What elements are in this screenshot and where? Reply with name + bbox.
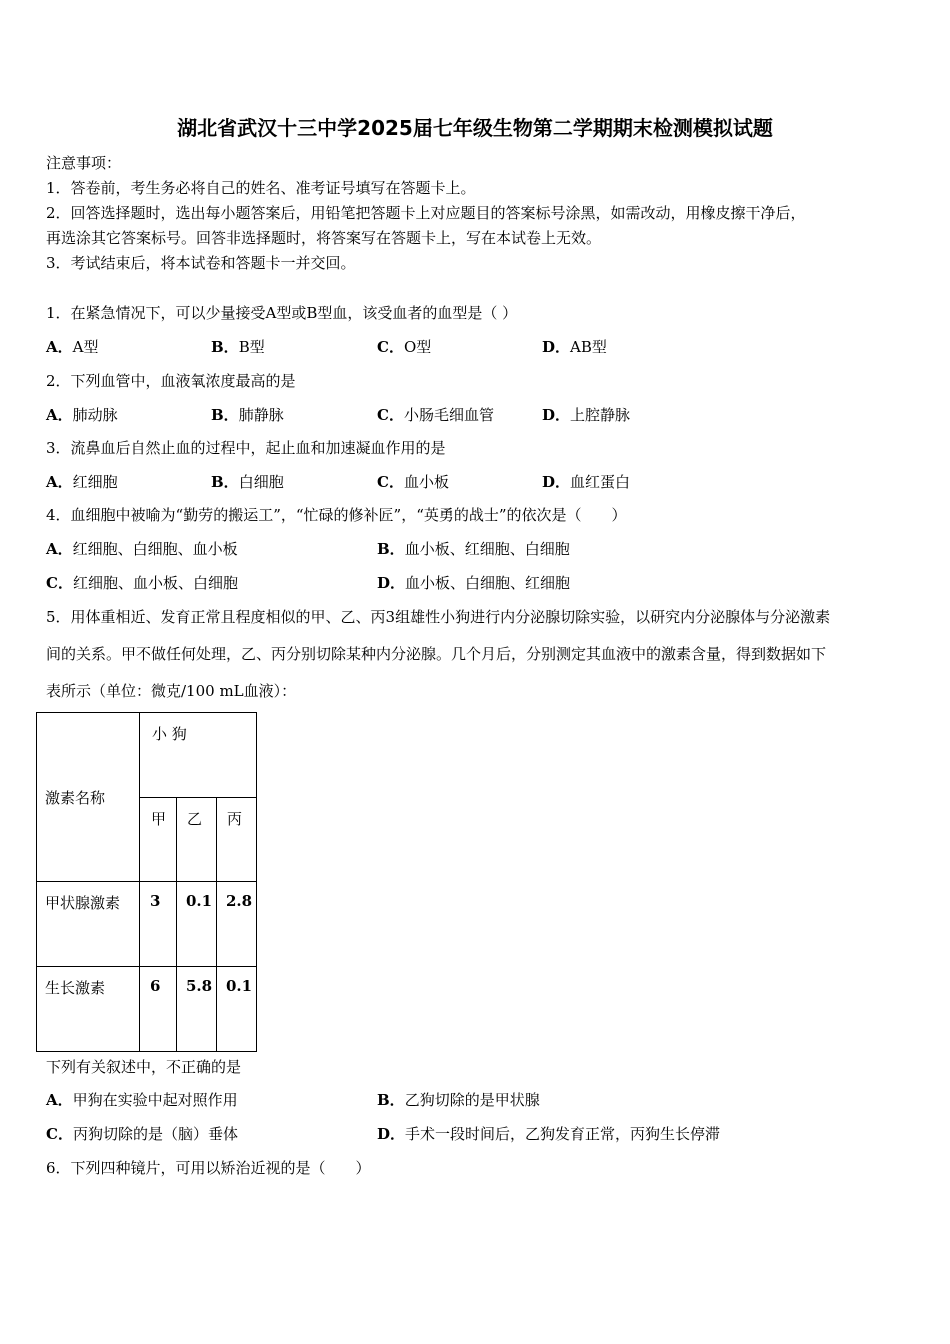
table-col-header [217, 798, 257, 882]
option-letter: B． [377, 1091, 405, 1109]
option-letter: D． [542, 338, 571, 356]
option-text: 红细胞、白细胞、血小板 [72, 540, 238, 558]
option-text: 血小板、红细胞、白细胞 [404, 540, 570, 558]
question-2-stem: 2．下列血管中，血液氧浓度最高的是 [46, 372, 296, 390]
table-group-label: 小 狗 [152, 725, 187, 743]
option-text: 红细胞、血小板、白细胞 [72, 574, 238, 592]
option-a[interactable] [46, 1089, 238, 1110]
option-letter: C． [377, 406, 404, 424]
option-letter: B． [211, 473, 239, 491]
row-name-cell [37, 967, 140, 1052]
option-b[interactable] [377, 538, 570, 559]
option-c[interactable] [46, 1123, 238, 1144]
col-header-label: 丙 [227, 810, 243, 828]
table-group-cell [140, 713, 257, 798]
option-letter: C． [377, 338, 404, 356]
option-text: 肺静脉 [238, 406, 284, 424]
option-letter: D． [377, 1125, 406, 1143]
table-corner-label: 激素名称 [45, 788, 106, 807]
option-letter: B． [377, 540, 405, 558]
question-4-stem: 4．血细胞中被喻为“勤劳的搬运工”，“忙碌的修补匠”，“英勇的战士”的依次是（ ） [46, 506, 627, 524]
cell-value: 3 [150, 892, 161, 910]
option-text: 小肠毛细血管 [403, 406, 494, 424]
question-3-stem: 3．流鼻血后自然止血的过程中，起止血和加速凝血作用的是 [46, 439, 446, 457]
option-text: 上腔静脉 [570, 406, 631, 424]
option-text: 乙狗切除的是甲状腺 [404, 1091, 540, 1109]
option-d[interactable] [542, 404, 630, 425]
option-text: 肺动脉 [72, 406, 118, 424]
option-letter: A． [46, 406, 73, 424]
cell-value: 0.1 [226, 977, 253, 995]
option-b[interactable] [211, 471, 284, 492]
option-b[interactable] [211, 336, 265, 357]
question-5-prompt: 下列有关叙述中，不正确的是 [46, 1058, 242, 1076]
option-d[interactable] [377, 1123, 720, 1144]
option-text: 血小板、白细胞、红细胞 [405, 574, 571, 592]
option-letter: D． [542, 473, 571, 491]
row-name-cell [37, 882, 140, 967]
option-d[interactable] [542, 336, 607, 357]
option-b[interactable] [211, 404, 284, 425]
question-5-stem-line: 表所示（单位：微克/100 mL血液）： [46, 682, 297, 700]
option-text: 丙狗切除的是（脑）垂体 [72, 1125, 238, 1143]
value-cell [177, 882, 217, 967]
note-item: 2．回答选择题时，选出每小题答案后，用铅笔把答题卡上对应题目的答案标号涂黑，如需改动，用橡皮擦干净后， [46, 204, 806, 222]
option-a[interactable] [46, 336, 98, 357]
option-a[interactable] [46, 471, 118, 492]
value-cell [140, 882, 177, 967]
option-text: 血红蛋白 [570, 473, 631, 491]
option-text: O型 [403, 338, 432, 356]
cell-value: 0.1 [186, 892, 213, 910]
option-letter: C． [46, 1125, 73, 1143]
row-name: 甲状腺激素 [45, 894, 121, 912]
value-cell [217, 967, 257, 1052]
note-item: 3．考试结束后，将本试卷和答题卡一并交回。 [46, 254, 356, 272]
option-a[interactable] [46, 538, 238, 559]
col-header-label: 甲 [151, 810, 167, 828]
option-letter: A． [46, 1091, 73, 1109]
notes-heading: 注意事项： [46, 154, 122, 172]
table-row [37, 882, 257, 967]
value-cell [177, 967, 217, 1052]
option-letter: B． [211, 406, 239, 424]
option-letter: A． [46, 540, 73, 558]
option-text: 红细胞 [72, 473, 118, 491]
page-title: 湖北省武汉十三中学2025届七年级生物第二学期期末检测模拟试题 [177, 116, 773, 140]
row-name: 生长激素 [45, 979, 106, 997]
option-b[interactable] [377, 1089, 540, 1110]
value-cell [217, 882, 257, 967]
value-cell [140, 967, 177, 1052]
option-text: A型 [72, 338, 99, 356]
question-6-stem: 6．下列四种镜片，可用以矫治近视的是（ ） [46, 1159, 371, 1177]
question-1-stem: 1．在紧急情况下，可以少量接受A型或B型血，该受血者的血型是（ ） [46, 304, 518, 322]
option-text: 甲狗在实验中起对照作用 [72, 1091, 238, 1109]
option-letter: D． [542, 406, 571, 424]
option-letter: A． [46, 473, 73, 491]
option-letter: C． [377, 473, 404, 491]
option-letter: C． [46, 574, 73, 592]
option-letter: D． [377, 574, 406, 592]
cell-value: 2.8 [226, 892, 253, 910]
cell-value: 6 [150, 977, 161, 995]
option-a[interactable] [46, 404, 118, 425]
option-c[interactable] [377, 471, 449, 492]
option-c[interactable] [377, 404, 494, 425]
option-text: B型 [238, 338, 265, 356]
question-5-stem-line: 5．用体重相近、发育正常且程度相似的甲、乙、丙3组雄性小狗进行内分泌腺切除实验，以研究内分泌腺体与分泌激素 [46, 608, 831, 626]
question-5-stem-line: 间的关系。甲不做任何处理，乙、丙分别切除某种内分泌腺。几个月后，分别测定其血液中的激素含量，得到数据如下 [46, 645, 827, 663]
option-c[interactable] [46, 572, 238, 593]
hormone-table [36, 712, 257, 1052]
option-d[interactable] [377, 572, 570, 593]
option-letter: A． [46, 338, 73, 356]
option-text: 白细胞 [238, 473, 284, 491]
table-row [37, 967, 257, 1052]
option-text: 手术一段时间后，乙狗发育正常，丙狗生长停滞 [405, 1125, 721, 1143]
option-text: AB型 [570, 338, 607, 356]
table-col-header [140, 798, 177, 882]
col-header-label: 乙 [187, 810, 203, 828]
option-letter: B． [211, 338, 239, 356]
table-col-header [177, 798, 217, 882]
option-c[interactable] [377, 336, 431, 357]
cell-value: 5.8 [186, 977, 213, 995]
table-corner-cell [37, 713, 140, 882]
option-text: 血小板 [403, 473, 449, 491]
note-item: 1．答卷前，考生务必将自己的姓名、准考证号填写在答题卡上。 [46, 179, 476, 197]
note-item: 再选涂其它答案标号。回答非选择题时，将答案写在答题卡上，写在本试卷上无效。 [46, 229, 602, 247]
option-d[interactable] [542, 471, 630, 492]
